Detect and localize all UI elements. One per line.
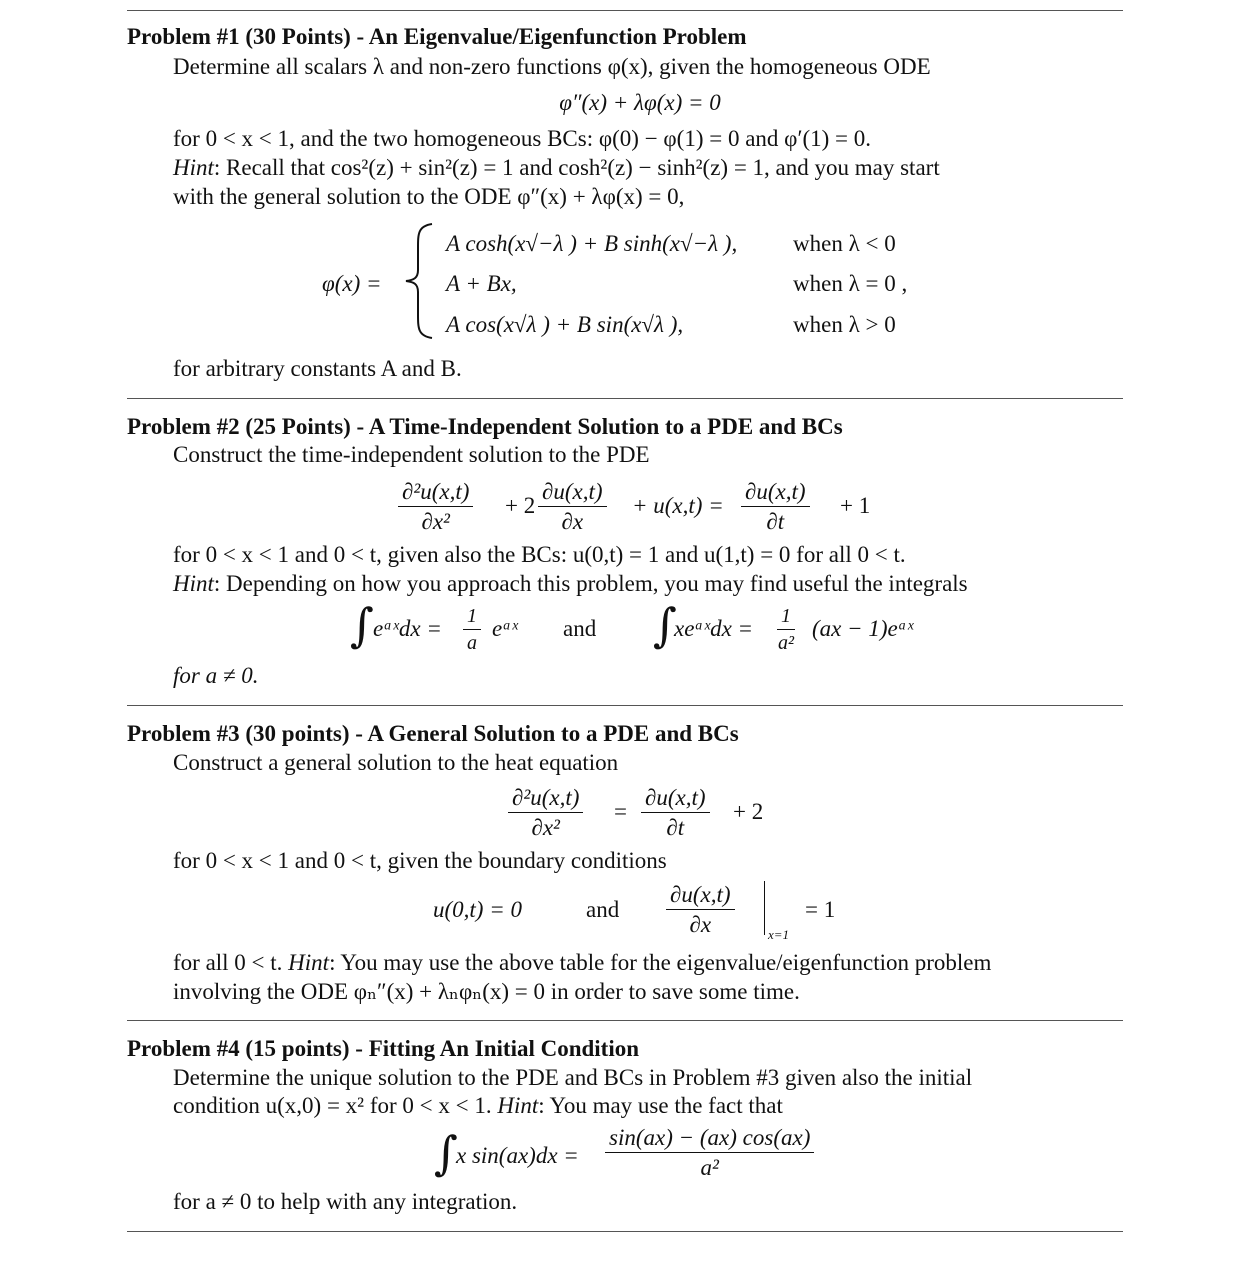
du-dt-fraction	[741, 480, 810, 533]
line2-pre: condition u(x,0) = x² for 0 < x < 1.	[173, 1093, 498, 1118]
problem4-line2	[173, 1094, 783, 1117]
case-1-cond: when λ < 0	[793, 231, 896, 256]
frac-num: ∂u(x,t)	[666, 883, 735, 910]
bc2-fraction	[666, 883, 735, 936]
frac-den: a	[467, 632, 477, 654]
plus-2: + 2	[733, 799, 764, 824]
frac-den: ∂x	[561, 509, 584, 534]
problem2-closing: for a ≠ 0.	[173, 663, 259, 688]
frac-num: ∂²u(x,t)	[398, 480, 473, 507]
problem3-title: Problem #3 (30 points) - A General Solution to a PDE and BCs	[127, 721, 739, 746]
equals: =	[614, 799, 627, 824]
frac-den: a²	[778, 632, 794, 654]
problem2-title: Problem #2 (25 Points) - A Time-Independent Solution to a PDE and BCs	[127, 414, 843, 439]
bottom-rule	[127, 1231, 1123, 1232]
frac-num: ∂u(x,t)	[741, 480, 810, 507]
frac-num: ∂u(x,t)	[538, 480, 607, 507]
problem2-hint	[173, 572, 968, 595]
frac-den: ∂t	[666, 815, 685, 840]
top-rule	[127, 10, 1123, 11]
hint-label: Hint	[497, 1093, 539, 1118]
integral2-integrand: xeᵃˣdx =	[674, 616, 754, 641]
hint-text: : Depending on how you approach this problem, you may find useful the integrals	[213, 571, 968, 596]
hint-text: : Recall that cos²(z) + sin²(z) = 1 and cosh²(z) − sinh²(z) = 1, and you may start	[213, 155, 940, 180]
integral2-fraction	[777, 606, 795, 653]
problem3-hint-2: involving the ODE φₙ″(x) + λₙφₙ(x) = 0 in order to save some time.	[173, 979, 800, 1004]
integral-sign-1: ∫	[350, 598, 374, 652]
frac-den: ∂t	[766, 509, 785, 534]
hint-label: Hint	[173, 155, 214, 180]
frac-den: ∂x²	[531, 815, 560, 840]
integral-sign-2: ∫	[653, 598, 677, 652]
problem1-hint-2: with the general solution to the ODE φ″(x) + λφ(x) = 0,	[173, 184, 685, 209]
integral-integrand: x sin(ax)dx =	[456, 1143, 579, 1168]
evaluation-bar	[764, 881, 765, 935]
left-brace	[402, 222, 436, 340]
hint-label: Hint	[288, 950, 330, 975]
case-2-expr: A + Bx,	[446, 271, 517, 296]
plus-u: + u(x,t) =	[632, 493, 724, 518]
d2u-dx2-fraction	[398, 480, 473, 533]
problem2-bcs: for 0 < x < 1 and 0 < t, given also the BCs: u(0,t) = 1 and u(1,t) = 0 for all 0 < t.	[173, 542, 906, 567]
line2-post: : You may use the fact that	[538, 1093, 783, 1118]
problem4-closing: for a ≠ 0 to help with any integration.	[173, 1189, 518, 1214]
frac-den: a²	[700, 1155, 719, 1180]
problem1-title: Problem #1 (30 Points) - An Eigenvalue/Eigenfunction Problem	[127, 24, 747, 49]
bcs-and: and	[586, 897, 620, 922]
hint-pre: for all 0 < t.	[173, 950, 289, 975]
problem1-intro: Determine all scalars λ and non-zero functions φ(x), given the homogeneous ODE	[173, 54, 931, 79]
evaluation-point: x=1	[768, 927, 790, 942]
d2u-dx2-fraction	[508, 786, 583, 839]
piecewise-lhs: φ(x) =	[322, 271, 382, 296]
integral-sign: ∫	[434, 1126, 458, 1180]
problem1-closing: for arbitrary constants A and B.	[173, 356, 462, 381]
integral2-result: (ax − 1)eᵃˣ	[812, 616, 914, 641]
frac-num: 1	[463, 606, 481, 630]
plus-1: + 1	[840, 493, 871, 518]
plus-2: + 2	[505, 493, 536, 518]
case-3-expr: A cos(x√λ ) + B sin(x√λ ),	[446, 312, 684, 337]
problem3-bcs-intro: for 0 < x < 1 and 0 < t, given the boundary conditions	[173, 848, 667, 873]
case-2-cond: when λ = 0 ,	[793, 271, 908, 296]
integral1-integrand: eᵃˣdx =	[373, 616, 442, 641]
frac-num: sin(ax) − (ax) cos(ax)	[605, 1126, 814, 1153]
frac-num: ∂u(x,t)	[641, 786, 710, 813]
frac-num: ∂²u(x,t)	[508, 786, 583, 813]
integral1-result: eᵃˣ	[492, 616, 518, 641]
case-3-cond: when λ > 0	[793, 312, 896, 337]
integral-fraction	[605, 1126, 814, 1179]
problem2-intro: Construct the time-independent solution to the PDE	[173, 442, 650, 467]
frac-num: 1	[777, 606, 795, 630]
problem4-line1: Determine the unique solution to the PDE and BCs in Problem #3 given also the initial	[173, 1065, 973, 1090]
problem1-ode: φ″(x) + λφ(x) = 0	[559, 90, 721, 115]
divider-2	[127, 705, 1123, 706]
case-1-expr: A cosh(x√−λ ) + B sinh(x√−λ ),	[446, 231, 738, 256]
bc2-rhs: = 1	[805, 897, 836, 922]
du-dt-fraction	[641, 786, 710, 839]
divider-1	[127, 398, 1123, 399]
problem1-bcs: for 0 < x < 1, and the two homogeneous BCs: φ(0) − φ(1) = 0 and φ′(1) = 0.	[173, 126, 872, 151]
problem1-hint-1	[173, 156, 940, 179]
divider-3	[127, 1020, 1123, 1021]
hint-label: Hint	[173, 571, 214, 596]
problem3-intro: Construct a general solution to the heat equation	[173, 750, 619, 775]
hint-text: : You may use the above table for the eigenvalue/eigenfunction problem	[329, 950, 992, 975]
frac-den: ∂x	[689, 912, 712, 937]
du-dx-fraction	[538, 480, 607, 533]
integral1-fraction	[463, 606, 481, 653]
problem4-title: Problem #4 (15 points) - Fitting An Initial Condition	[127, 1036, 640, 1061]
bc-1: u(0,t) = 0	[433, 897, 522, 922]
problem3-hint-1	[173, 951, 991, 974]
integrals-and: and	[563, 616, 597, 641]
frac-den: ∂x²	[421, 509, 450, 534]
